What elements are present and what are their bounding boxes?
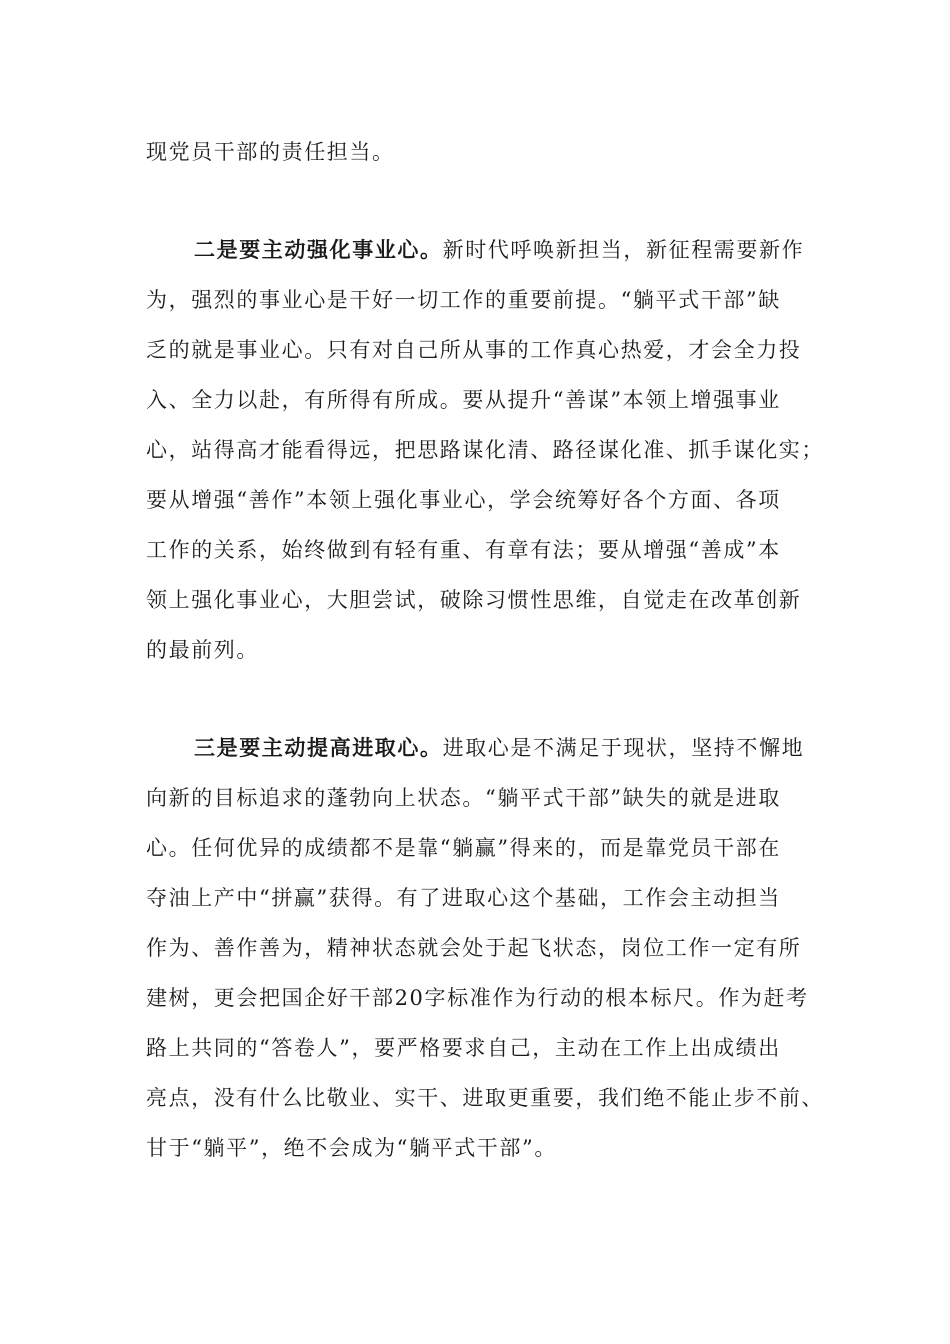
paragraph-3-line-8: 亮点，没有什么比敬业、实干、进取更重要，我们绝不能止步不前、 — [146, 1086, 824, 1110]
paragraph-3-heading: 三是要主动提高进取心。 — [194, 736, 443, 760]
paragraph-2-line-7: 工作的关系，始终做到有轻有重、有章有法；要从增强“善成”本 — [146, 538, 781, 562]
paragraph-3-line-9: 甘于“躺平”，绝不会成为“躺平式干部”。 — [146, 1136, 557, 1160]
paragraph-1-line-1: 现党员干部的责任担当。 — [146, 140, 395, 164]
paragraph-3-line-1 — [194, 730, 804, 766]
paragraph-3-line-5: 作为、善作善为，精神状态就会处于起飞状态，岗位工作一定有所 — [146, 936, 802, 960]
paragraph-3-line-2: 向新的目标追求的蓬勃向上状态。“躺平式干部”缺失的就是进取 — [146, 786, 781, 810]
paragraph-3-first-line-text: 进取心是不满足于现状，坚持不懈地 — [442, 736, 805, 760]
paragraph-3-line-4: 夺油上产中“拼赢”获得。有了进取心这个基础，工作会主动担当 — [146, 886, 781, 910]
paragraph-3-line-3: 心。任何优异的成绩都不是靠“躺赢”得来的，而是靠党员干部在 — [146, 836, 781, 860]
paragraph-2-line-8: 领上强化事业心，大胆尝试，破除习惯性思维，自觉走在改革创新 — [146, 588, 802, 612]
paragraph-2-line-6: 要从增强“善作”本领上强化事业心，学会统筹好各个方面、各项 — [146, 488, 781, 512]
paragraph-2-line-5: 心，站得高才能看得远，把思路谋化清、路径谋化准、抓手谋化实； — [146, 438, 824, 462]
paragraph-2-line-3: 乏的就是事业心。只有对自己所从事的工作真心热爱，才会全力投 — [146, 338, 802, 362]
paragraph-2-line-4: 入、全力以赴，有所得有所成。要从提升“善谋”本领上增强事业 — [146, 388, 781, 412]
paragraph-3-line-7: 路上共同的“答卷人”，要严格要求自己，主动在工作上出成绩出 — [146, 1036, 781, 1060]
paragraph-2-heading: 二是要主动强化事业心。 — [194, 238, 443, 262]
paragraph-2-line-2: 为，强烈的事业心是干好一切工作的重要前提。“躺平式干部”缺 — [146, 288, 781, 312]
paragraph-3-line-6: 建树，更会把国企好干部20字标准作为行动的根本标尺。作为赶考 — [146, 986, 809, 1010]
paragraph-2-line-9: 的最前列。 — [146, 638, 259, 662]
paragraph-2-line-1 — [194, 232, 804, 268]
paragraph-2-first-line-text: 新时代呼唤新担当，新征程需要新作 — [442, 238, 805, 262]
